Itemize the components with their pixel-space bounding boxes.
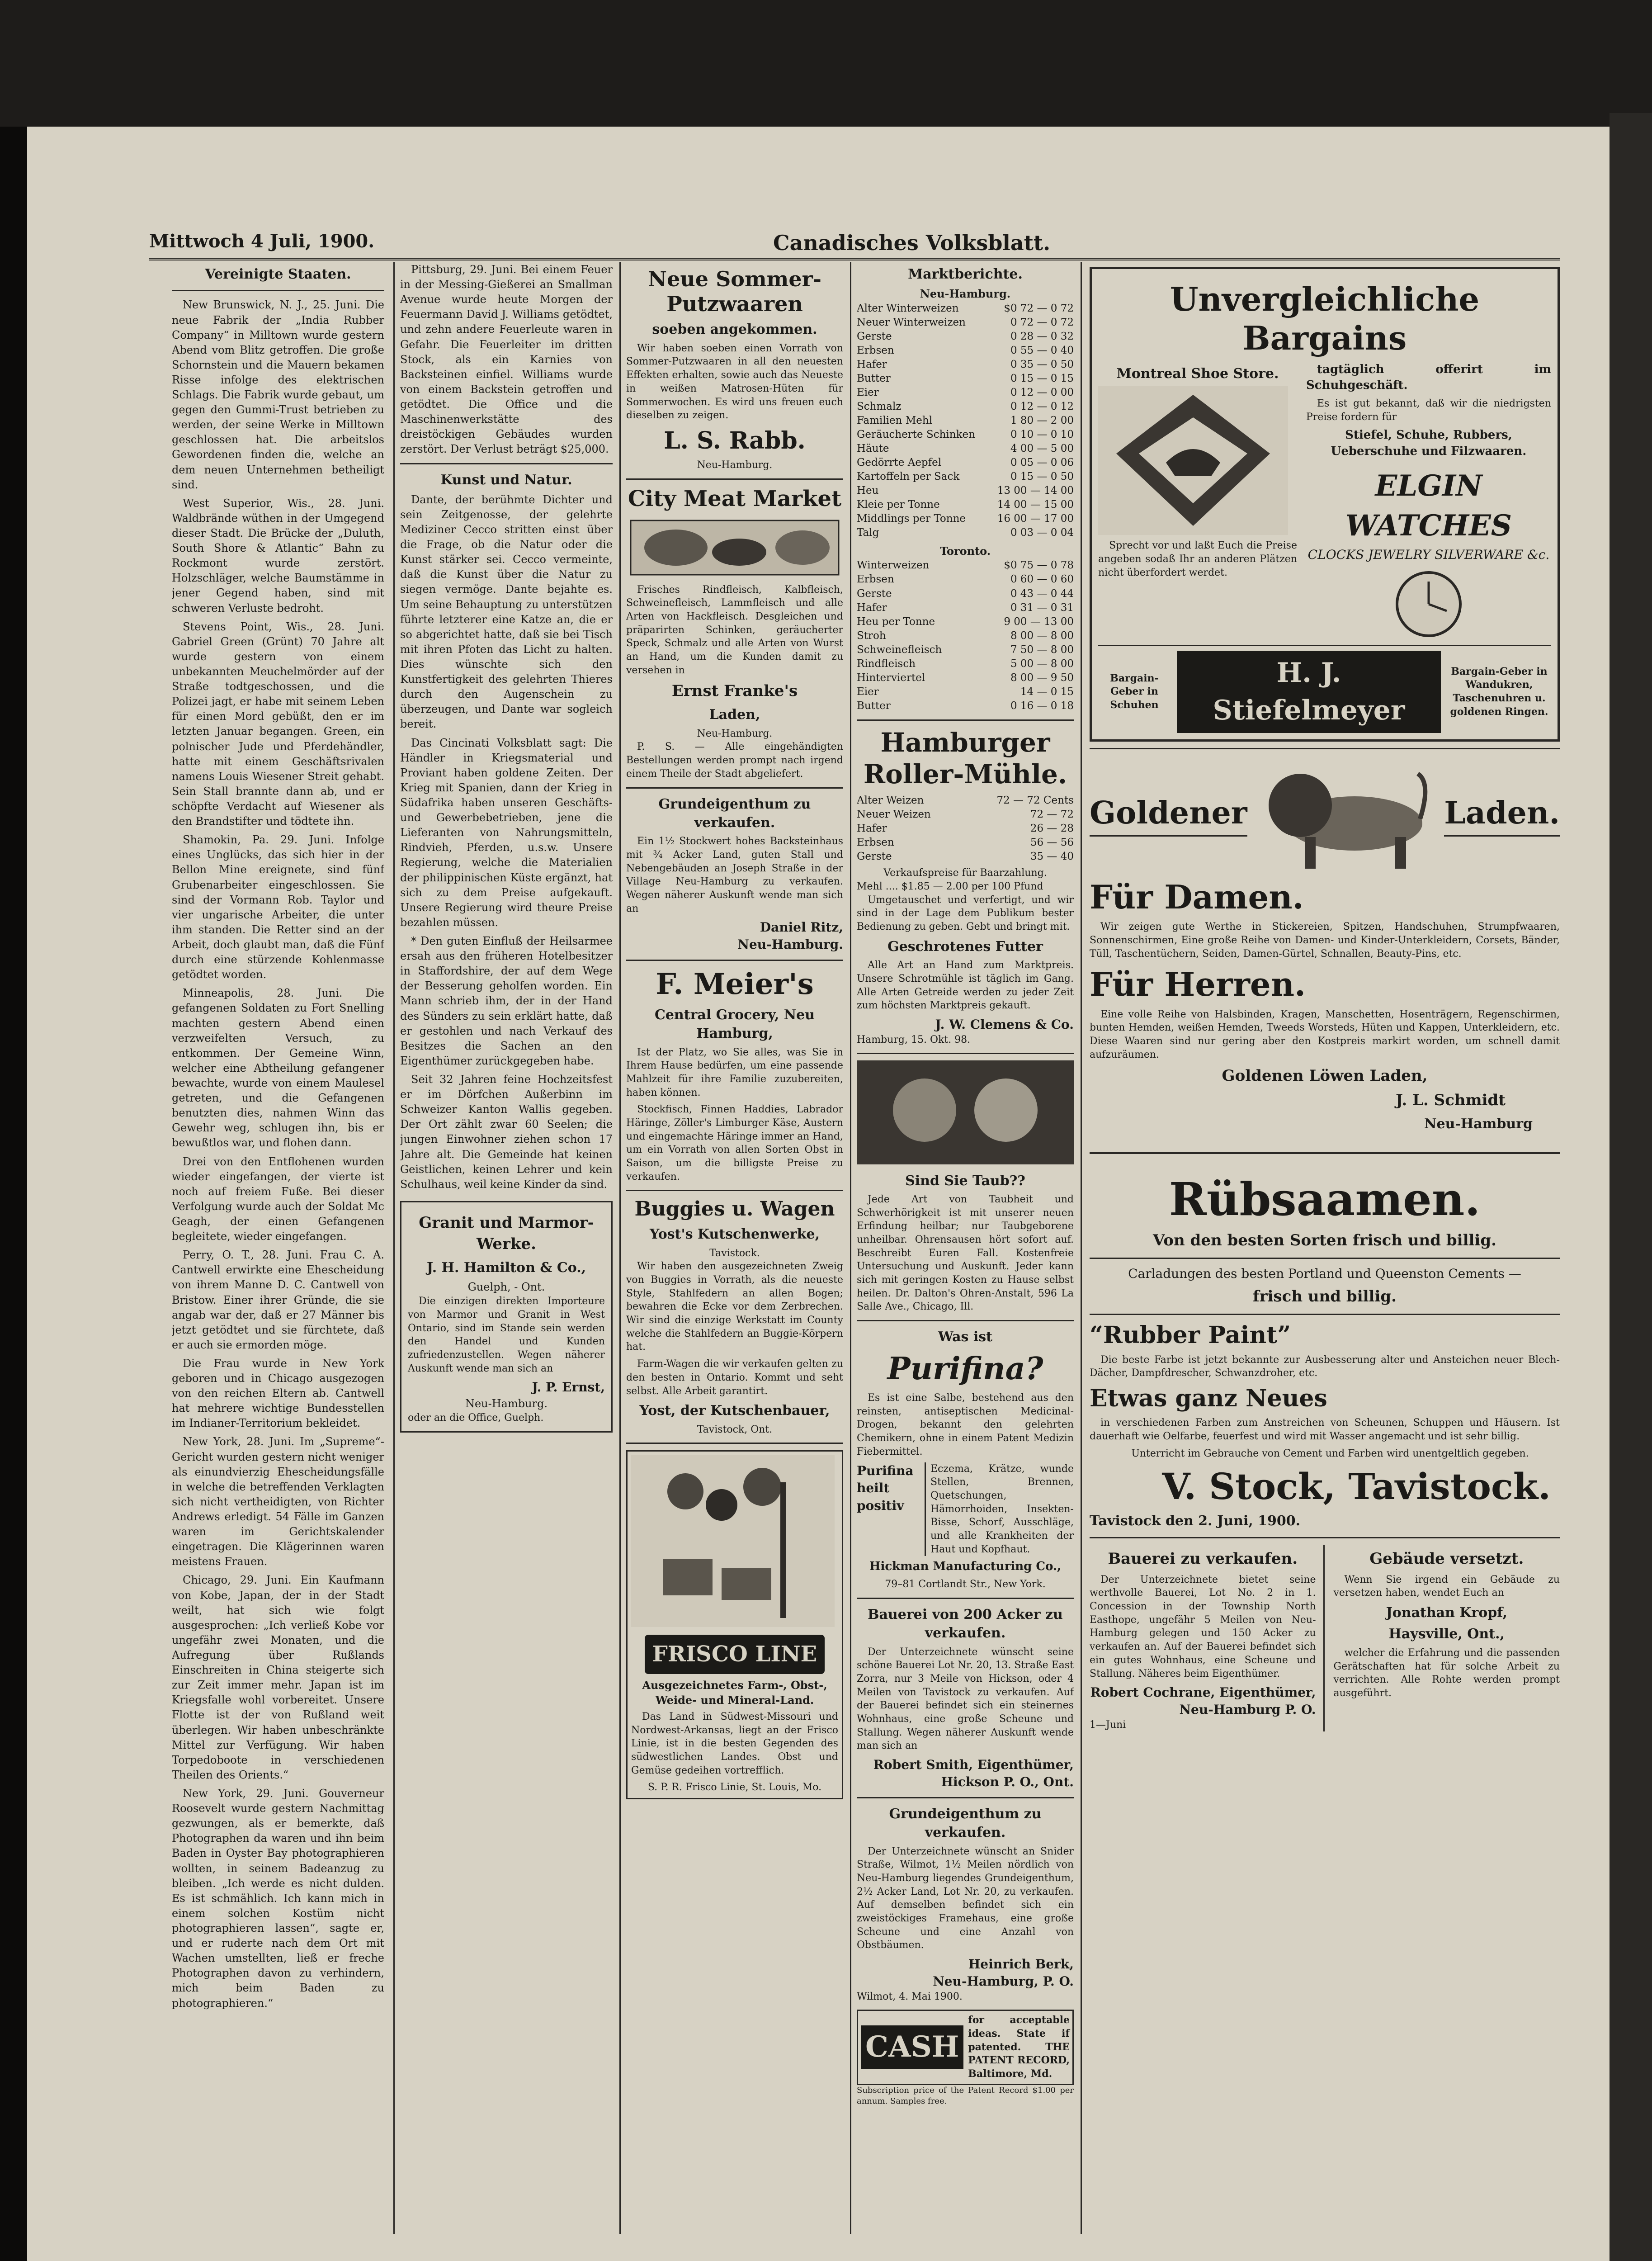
section-title: Für Herren. [1090,965,1306,1004]
market-item: Stroh [857,629,886,642]
ad-signature: V. Stock, Tavistock. [1162,1465,1551,1508]
ad-signature-place: Neu-Hamburg. [737,937,843,952]
market-row [857,572,1074,587]
cement-sub: frisch und billig. [1253,1287,1397,1306]
market-price: 0 15 — 0 50 [1010,471,1074,483]
divider [626,1190,843,1191]
ad-gebaeude [1334,1545,1560,1732]
market-subtitle: Toronto. [939,544,991,558]
owner-name: H. J. Stiefelmeyer [1177,651,1441,733]
market-price: 14 00 — 15 00 [997,499,1074,511]
ad-title: Neue Sommer-Putzwaaren [648,267,821,317]
market-item: Gerste [857,587,892,600]
article-paragraph: New Brunswick, N. J., 25. Juni. Die neue Fabrik der „India Rubber Company“ in Milltown wurde gestern Abend vom Blitz getroffen. Die große Schornstein und die Mauern bekamen Risse infolge des elektrischen Schlags. Die Fabrik wurde gebaut, um gegen den Gummi-Trust betrieben zu werden, der seine Werke in Milltown geschlossen hat. Die arbeitslos Gewordenen finden die, welche an dem neuen Unternehmen betheiligt sind. [172,298,384,491]
ad-title: F. Meier's [656,967,814,1002]
article-paragraph: Chicago, 29. Juni. Ein Kaufmann von Kobe, Japan, der in der Stadt weilt, hat sich wie folgt ausgesprochen: „Ich verließ Kobe vor ungefähr zwei Monaten, und die Aufregung über Rußlands Einschreiten in China steigerte sich zur Zeit immer mehr. Japan ist im Kriegsfalle wohl vorbereitet. Unsere Flotte ist der von Rußland weit überlegen. Wir haben unbeschränkte Mittel zur Verfügung. Wir haben Torpedoboote in verschiedenen Theilen des Orients.“ [172,1574,384,1781]
section-text: Wir zeigen gute Werthe in Stickereien, Spitzen, Handschuhen, Strumpfwaaren, Sonnenschirmen, Eine große Reihe von Damen- und Kinder-Unterkleidern, Corsets, Bänder, Tüll, Taschentüchern, Seiden, Damen-Gürtel, Schnallen, Beauty-Pins, etc. [1090,921,1560,960]
market-item: Middlings per Tonne [857,513,966,525]
market-price: 0 55 — 0 40 [1010,344,1074,356]
article-paragraph: Pittsburg, 29. Juni. Bei einem Feuer in der Messing-Gießerei an Smallman Avenue wurde heute Morgen der Feuermann David J. Williams getödtet, und zehn andere Feuerleute waren in Gefahr. Die Feuerleiter im dritten Stock, als ein Karnies von Backsteinen einfiel. Williams wurde von einem Backstein getroffen und getödtet. Die Office und die Maschinenwerkstätte des dreistöckigen Gebäudes wurden zerstört. Der Verlust beträgt $25,000. [400,263,613,456]
ad-firm: Ernst Franke's [671,682,798,700]
divider [1090,1314,1560,1315]
store-owner: J. L. Schmidt [1395,1091,1506,1110]
market-item: Heu [857,485,879,497]
market-item: Talg [857,527,879,539]
ad-place: Neu-Hamburg. [697,728,773,739]
market-row [857,671,1074,685]
market-price: 7 50 — 8 00 [1010,643,1074,656]
ad-title: Bauerei von 200 Acker zu verkaufen. [868,1606,1063,1641]
ad-firm: L. S. Rabb. [664,426,806,454]
ad-ps: P. S. — Alle eingehändigten Bestellungen werden prompt nach irgend einem Theile der Stadt abgeliefert. [626,741,843,780]
ad-text: Frisches Rindfleisch, Kalbfleisch, Schweinefleisch, Lammfleisch und alle Arten von Hackfleisch. Desgleichen und präparirten Schinken, geräucherter Speck, Schmalz und alle Arten von Wurst an Hand, um die Kunden damit zu versehen in [626,584,843,676]
ad-text: Wenn Sie irgend ein Gebäude zu versetzen haben, wendet Euch an [1333,1574,1560,1599]
market-row [857,836,1074,850]
market-item: Gerste [857,330,892,342]
ad-signature-place: Tavistock, Ont. [697,1424,773,1435]
ad-title: Grundeigenthum zu verkaufen. [658,796,811,831]
market-price: 8 00 — 9 50 [1010,672,1074,684]
column-1 [172,262,384,2234]
divider [626,478,843,480]
market-item: Heu per Tonne [857,615,935,628]
ad-signature: Daniel Ritz, [760,920,843,935]
header-title: Canadisches Volksblatt. [773,231,1051,255]
ad-firm: J. H. Hamilton & Co., [426,1259,586,1276]
divider [857,719,1074,721]
market-row [857,643,1074,657]
market-row [857,526,1074,540]
market-price: 56 — 56 [1030,837,1074,849]
market-row [857,629,1074,643]
market-item: Schmalz [857,400,902,412]
article-paragraph: New York, 28. Juni. Im „Supreme“-Gericht wurden gestern nicht weniger als einundvierzig Ehescheidungsfälle in welche die betreffenden Verklagten sich nicht vertheidigten, von Richter Andrews erledigt. 54 Fälle im Ganzen waren im Gerichtskalender eingetragen. Die Klägerinnen waren meistens Frauen. [172,1435,384,1568]
ad-subtitle: Central Grocery, Neu Hamburg, [654,1007,815,1042]
ad-place: Neu-Hamburg. [697,459,773,471]
ad-date: Wilmot, 4. Mai 1900. [857,1991,963,2002]
ad-signature: Robert Cochrane, Eigenthümer, [1090,1685,1316,1700]
market-row [857,512,1074,526]
market-price: 14 — 0 15 [1020,686,1074,698]
market-row [857,302,1074,316]
paint-text: Die beste Farbe ist jetzt bekannte zur Ausbesserung alter und Ansteichen neuer Blech-Dächer, Dampfdrescher, Schwanzdroher, etc. [1090,1354,1560,1379]
section-title: Kunst und Natur. [440,472,572,488]
market-price: 0 16 — 0 18 [1010,700,1074,712]
section-title: Marktberichte. [908,266,1023,282]
market-item: Eier [857,386,879,398]
ad-cash [857,2010,1074,2085]
column-rule [619,262,621,2234]
neues-title: Etwas ganz Neues [1090,1384,1327,1412]
market-row [857,400,1074,414]
ad-title: Ausgezeichnetes Farm-, Obst-, Weide- und Mineral-Land. [642,1678,827,1707]
ad-question: Was ist [938,1329,992,1345]
ad-text: Wir haben den ausgezeichneten Zweig von Buggies in Vorrath, als die neueste Style, Stahlfedern an allen Bogen; bewahren die Ecke vor dem Zerbrechen. Wir sind die einzige Werkstatt im County welche die Stahlfedern an Buggie-Körpern hat. [626,1261,843,1353]
ad-title: Sind Sie Taub?? [905,1173,1025,1189]
neues-text: in verschiedenen Farben zum Anstreichen von Scheunen, Schuppen und Häusern. Ist dauerhaft wie Oelfarbe, feuerfest und wird mit Wasser angemacht und ist sehr billig. [1090,1417,1560,1443]
scan-right-border [1610,113,1652,2261]
article-paragraph: Drei von den Entflohenen wurden wieder eingefangen, der vierte ist noch auf freiem Fuße. Bei dieser Verfolgung wurde auch der Soldat Mc Geagh, der einen Gefangenen begleitete, wieder eingefangen. [172,1155,384,1243]
market-row [857,498,1074,512]
ad-subtitle: Geschrotenes Futter [887,938,1043,955]
market-price: 13 00 — 14 00 [997,485,1074,497]
market-item: Erbsen [857,837,894,849]
market-item: Kartoffeln per Sack [857,471,960,483]
lion-right-text: Laden. [1444,792,1560,837]
market-item: Neuer Weizen [857,809,931,821]
header-date: Mittwoch 4 Juli, 1900. [149,231,375,252]
market-row [857,442,1074,456]
ad-place: Tavistock. [709,1247,760,1259]
market-row [857,808,1074,822]
market-row [857,601,1074,615]
article-list [172,298,384,2010]
ad-foot: S. P. R. Frisco Linie, St. Louis, Mo. [647,1782,822,1793]
mill-price-table [857,794,1074,864]
ad-signature-place: Neu-Hamburg P. O. [1179,1702,1316,1717]
column-2 [400,262,613,2234]
section-title: Vereinigte Staaten. [205,266,351,282]
market-price: 0 05 — 0 06 [1010,457,1074,469]
market-row [857,316,1074,330]
store-place: Neu-Hamburg [1424,1116,1533,1132]
market-row [857,850,1074,864]
article-list [400,262,613,457]
store-offer: tagtäglich offerirt im Schuhgeschäft. [1306,362,1551,392]
market-item: Schweinefleisch [857,643,942,656]
market-price: 1 80 — 2 00 [1010,414,1074,426]
shoe-illustration [1098,386,1288,535]
ad-text: Es ist eine Salbe, bestehend aus den reinsten, antiseptischen Medicinal-Drogen, bekannt den gelehrten Chemikern, ohne in einem Patent Medizin Fiebermittel. [857,1392,1074,1457]
market-price: 0 31 — 0 31 [1010,601,1074,614]
market-item: Erbsen [857,344,894,356]
market-table-toronto [857,558,1074,713]
market-row [857,456,1074,470]
market-item: Kleie per Tonne [857,499,940,511]
ad-text: Stockfisch, Finnen Haddies, Labrador Häringe, Zöller's Limburger Käse, Austern und eingemachte Häringe immer an Hand, um ein Vorrath von allen Sorten Obst in Saison, um die billigste Preise zu verkaufen. [626,1104,843,1183]
ad-foot: 1—Juni [1090,1719,1126,1731]
ad-subtitle: soeben angekommen. [652,322,817,338]
cash-text: for acceptable ideas. State if patented. THE PATENT RECORD, Baltimore, Md. [968,2014,1070,2080]
market-item: Gerste [857,851,892,863]
market-item: Alter Weizen [857,795,924,807]
cement-text: Carladungen des besten Portland und Queenston Cements — [1128,1266,1521,1281]
article-paragraph: * Den guten Einfluß der Heilsarmee ersah aus den früheren Hotelbesitzer in Staffordshire, der auf dem Wege der Besserung geholfen worden. Ein Mann schrieb ihm, der in der Hand des Sünders zu sein erklärt hatte, daß er gestohlen und nach Verkauf des Besitzes die Sachen an den Eigenthümer zurückgegeben habe. [400,934,613,1067]
column-rule [393,262,395,2234]
market-price: 26 — 28 [1030,823,1074,835]
market-item: Alter Winterweizen [857,302,959,314]
store-name: Montreal Shoe Store. [1116,365,1279,382]
market-price: $0 75 — 0 78 [1004,559,1074,572]
market-item: Häute [857,442,889,454]
market-row [857,699,1074,713]
column-rule [850,262,851,2234]
divider [1090,748,1560,749]
ad-text: Umgetauschet und verfertigt, und wir sind in der Lage dem Publikum bester Bedienung zu geben. Gebt und bringt mit. [857,894,1074,933]
ad-subtitle: Von den besten Sorten frisch und billig. [1153,1231,1496,1249]
market-price: 0 28 — 0 32 [1010,330,1074,342]
ad-title: Purifina? [887,1351,1043,1387]
ad-frisco-line [626,1450,843,1799]
ad-text: Der Unterzeichnete wünscht an Snider Straße, Wilmot, 1½ Meilen nördlich von Neu-Hamburg liegendes Grundeigenthum, 2½ Acker Land, Lot Nr. 20, zu verkaufen. Auf demselben befindet sich ein zweistöckiges Framehaus, eine große Scheune und eine Anzahl von Obstbäumen. [857,1845,1074,1951]
ad-text: Das Land in Südwest-Missouri und Nordwest-Arkansas, liegt an der Frisco Linie, ist in die besten Gegenden des südwestlichen Landes. Obst und Gemüse gedeihen vortrefflich. [631,1711,838,1776]
unterricht-text: Unterricht im Gebrauche von Cement und Farben wird unentgeltlich gegeben. [1131,1447,1529,1459]
ad-title: Grundeigenthum zu verkaufen. [889,1806,1042,1841]
market-row [857,685,1074,699]
meat-market-illustration [626,516,843,579]
column-3 [626,262,843,2234]
ad-title: Gebäude versetzt. [1369,1549,1524,1568]
market-price: $0 72 — 0 72 [1004,302,1074,314]
market-price: 0 43 — 0 44 [1010,587,1074,600]
ad-date: Hamburg, 15. Okt. 98. [857,1034,971,1045]
cash-foot: Subscription price of the Patent Record $1.00 per annum. Samples free. [857,2085,1074,2106]
market-item: Rindfleisch [857,657,916,670]
market-item: Eier [857,686,879,698]
market-price: 0 03 — 0 04 [1010,527,1074,539]
market-item: Butter [857,372,891,384]
lion-left-text: Goldener [1090,792,1247,837]
market-price: 9 00 — 13 00 [1004,615,1074,628]
page-header [149,231,1560,260]
ad-signature-place: Neu-Hamburg, P. O. [933,1973,1074,1989]
article-paragraph: Dante, der berühmte Dichter und sein Zeitgenosse, der gelehrte Mediziner Cecco stritten einst über die Frage, ob die Natur oder die Kunst stärker sei. Cecco vermeinte, daß die Kunst über die Natur zu siegen vermöge. Dante bejahte es. Um seine Behauptung zu unterstützen führte letzterer eine Katze an, die er so abgerichtet hatte, daß sie bei Tisch mit ihren Pfoten das Licht zu halten. Dies wünschte sich den Kunstfertigkeit des gelehrten Thieres durch den Augenschein zu überzeugen, und Dante war sogleich bereit. [400,493,613,731]
market-price: 72 — 72 Cents [996,795,1074,807]
market-row [857,470,1074,484]
ad-text: Der Unterzeichnete bietet seine werthvolle Bauerei, Lot No. 2 in 1. Concession in der Township North Easthope, ungefähr 5 Meilen von Neu-Hamburg gelegen und 150 Acker zu verkaufen an. Auf der Bauerei befindet sich ein gutes Wohnhaus, eine Scheune und Stallung. Näheres beim Eigenthümer. [1090,1574,1316,1679]
ad-title: Rübsaamen. [1169,1172,1481,1226]
divider [857,1797,1074,1798]
market-price: 0 10 — 0 10 [1010,428,1074,440]
ad-title: Hamburger Roller-Mühle. [863,727,1067,790]
ad-firm-sub: Laden, [709,707,760,723]
bargains-footer [1098,645,1551,733]
bargain-right: Bargain-Geber in Wandukren, Taschenuhren u. goldenen Ringen. [1450,665,1548,718]
market-item: Hafer [857,358,887,370]
mill-sale-title: Verkaufspreise für Baarzahlung. [883,867,1047,879]
lion-icon [1260,756,1431,873]
market-item: Gedörrte Aepfel [857,457,942,469]
ad-signature: J. W. Clemens & Co. [935,1017,1074,1032]
ad-place: Guelph, - Ont. [467,1281,545,1294]
ad-bauerei [1090,1545,1325,1732]
ad-title: City Meat Market [628,486,842,511]
ad-signature: Robert Smith, Eigenthümer, [873,1757,1074,1773]
market-subtitle: Neu-Hamburg. [920,287,1011,301]
column-4 [857,262,1074,2234]
ad-company: Hickman Manufacturing Co., [869,1560,1062,1574]
divider [1090,1537,1560,1538]
market-item: Erbsen [857,573,894,586]
ad-agent: J. P. Ernst, [532,1380,605,1395]
deaf-illustration [857,1060,1074,1164]
section-text: Eine volle Reihe von Halsbinden, Kragen, Manschetten, Hosenträgern, Regenschirmen, bunten Hemden, weißen Hemden, Tweeds Worsteds, Hüten und Kappen, Unterkleidern, etc. Diese Waaren sind nur gering aber den Kostpreis markirt worden, um schnell damit aufzuräumen. [1090,1008,1560,1060]
market-price: 72 — 72 [1030,809,1074,821]
article-paragraph: Perry, O. T., 28. Juni. Frau C. A. Cantwell erwirkte eine Ehescheidung von ihrem Manne D. C. Cantwell von Bristow. Einer ihrer Gründe, die sie angab war der, daß er 27 Männer bis jetzt getödtet und sie fürchtete, daß er auch sie ermorden möge. [172,1249,384,1351]
divider [857,1053,1074,1054]
ad-text: Alle Art an Hand zum Marktpreis. Unsere Schrotmühle ist täglich im Gang. Alle Arten Getreide werden zu jeder Zeit zum höchsten Marktpreis gekauft. [857,960,1074,1012]
market-price: 0 35 — 0 50 [1010,358,1074,370]
article-paragraph: Die Frau wurde in New York geboren und in Chicago ausgezogen von den reichen Eltern ab. Cantwell hat mehrere wichtige Bundesstellen im Indianer-Territorium bekleidet. [172,1357,384,1430]
ad-bargains [1090,267,1560,742]
market-table-neu-hamburg [857,302,1074,540]
ad-signature: Heinrich Berk, [968,1957,1074,1972]
purifina-list: Eczema, Krätze, wunde Stellen, Brennen, Quetschungen, Hämorrhoiden, Insekten-Bisse, Schorf, Ausschläge, und alle Krankheiten der Haut und Kopfhaut. [930,1463,1074,1555]
watch-store [1306,362,1551,645]
market-item: Hinterviertel [857,672,925,684]
market-item: Butter [857,700,891,712]
market-price: 0 12 — 0 12 [1010,400,1074,412]
ad-signature-place: Hickson P. O., Ont. [941,1774,1074,1789]
ad-signature: Yost, der Kutschenbauer, [639,1403,830,1419]
market-price: 35 — 40 [1030,851,1074,863]
store-text: Es ist gut bekannt, daß wir die niedrigsten Preise fordern für [1306,397,1551,423]
divider [857,1320,1074,1321]
market-row [857,344,1074,358]
shoe-store [1098,362,1297,645]
market-item: Neuer Winterweizen [857,316,966,328]
market-item: Hafer [857,601,887,614]
market-row [857,794,1074,808]
ad-name: Jonathan Kropf, [1386,1605,1507,1621]
elgin-title: ELGIN WATCHES [1345,469,1512,543]
scan-left-border [0,127,27,2261]
ad-title: Bauerei zu verkaufen. [1108,1549,1298,1568]
ad-address: 79–81 Cortlandt Str., New York. [885,1579,1046,1590]
article-paragraph: Stevens Point, Wis., 28. Juni. Gabriel Green (Grünt) 70 Jahre alt wurde gestern von einem unbekannten Meuchelmörder auf der Straße todtgeschossen, und die Polizei jagt, er habe mit seinem Leben für einen Mord gebüßt, den er im letzten Januar begangen. Green, ein polnischer Jude und Pferdehändler, hatte mit einem Geschäftsrivalen namens Louis Wiesener Streit gehabt. Sein Stall brannte dann ab, und er schöpfte Verdacht auf Wiesener als den Brandstifter und tödtete ihn. [172,620,384,828]
article-paragraph: Shamokin, Pa. 29. Juni. Infolge eines Unglücks, das sich hier in der Bellon Mine ereignete, sind fünf Grubenarbeiter eingeschlossen. Sie sind der Vormann Rob. Taylor und vier ungarische Arbeiter, die unter ihm standen. Die Retter sind an der Arbeit, doch glaubt man, daß die Fünf durch eine stürzende Kohlenmasse getödtet worden. [172,833,384,981]
market-row [857,484,1074,498]
market-row [857,428,1074,442]
market-price: 0 15 — 0 15 [1010,372,1074,384]
market-price: 16 00 — 17 00 [997,513,1074,525]
market-row [857,386,1074,400]
market-row [857,414,1074,428]
ad-text: Ist der Platz, wo Sie alles, was Sie in Ihrem Hause bedürfen, um eine passende Mahlzeit für ihre Familie zuzubereiten, haben können. [626,1046,843,1098]
divider [626,787,843,789]
article-paragraph: Das Cincinati Volksblatt sagt: Die Händler in Kriegsmaterial und Proviant haben goldene Zeiten. Der Krieg mit Spanien, dann der Krieg in Südafrika haben unseren Geschäfts- und Gewerbebetrieben, jene die Lieferanten von Nahrungsmitteln, Rindvieh, Pferden, u.s.w. Unsere Regierung, welche die Materialien der philippinischen Küste ergänzt, hat sich zu dem Preise aufgekauft. Unsere Regierung wird theure Preise bezahlen müssen. [400,736,613,929]
market-row [857,615,1074,629]
column-rule [1081,262,1082,2234]
purifina-block [857,1462,1074,1556]
ad-text: Der Unterzeichnete wünscht seine schöne Bauerei Lot Nr. 20, 13. Straße East Zorra, nur 3 Meile von Hickson, oder 4 Meilen von Tavistock zu verkaufen. Auf der Bauerei befindet sich ein steinernes Wohnhaus, eine große Scheune und Stallung. Wegen näherer Auskunft wende man sich an [857,1646,1074,1752]
store-items: Stiefel, Schuhe, Rubbers, Ueberschuhe und Filzwaaren. [1331,428,1527,459]
ad-agent-place: Neu-Hamburg. [465,1397,548,1410]
market-item: Familien Mehl [857,414,933,426]
clock-icon [1379,568,1478,640]
market-row [857,358,1074,372]
market-item: Winterweizen [857,559,930,572]
market-price: 0 72 — 0 72 [1010,316,1074,328]
ad-date: Tavistock den 2. Juni, 1900. [1090,1513,1301,1529]
market-row [857,657,1074,671]
market-row [857,558,1074,572]
market-price: 0 60 — 0 60 [1010,573,1074,586]
ad-text: Jede Art von Taubheit und Schwerhörigkeit ist mit unserer neuen Erfindung heilbar; nur Taubgeborene unheilbar. Ohrensausen hört sofort auf. Beschreibt Euren Fall. Kostenfreie Untersuchung und Auskunft. Jeder kann sich mit geringen Kosten zu Hause selbst heilen. Dr. Dalton's Ohren-Anstalt, 596 La Salle Ave., Chicago, Ill. [857,1193,1074,1313]
purifina-label: Purifina heilt positiv [857,1462,926,1556]
ad-brand: FRISCO LINE [645,1635,825,1674]
divider [626,960,843,961]
market-row [857,587,1074,601]
ad-subtitle: Yost's Kutschenwerke, [649,1226,820,1243]
orchard-illustration [631,1455,835,1627]
market-item: Geräucherte Schinken [857,428,975,440]
divider [400,463,613,464]
divider [626,1443,843,1444]
divider [172,290,384,291]
article-paragraph: West Superior, Wis., 28. Juni. Waldbrände wüthen in der Umgegend dieser Stadt. Die Brücke der „Duluth, South Shore & Atlantic“ Bahn zu Rockmont wurde zerstört. Holzschläger, welche Baumstämme in jener Gegend haben, sind mit schweren Verluste bedroht. [172,497,384,615]
divider [1090,1152,1560,1154]
bargains-upper [1098,362,1551,645]
ad-foot: oder an die Office, Guelph. [408,1412,544,1424]
article-list [400,492,613,1192]
ad-title: Granit und Marmor-Werke. [419,1213,594,1253]
market-price: 4 00 — 5 00 [1010,442,1074,454]
market-price: 0 12 — 0 00 [1010,386,1074,398]
ad-title: Buggies u. Wagen [634,1197,835,1221]
bottom-ads [1090,1545,1560,1732]
market-row [857,822,1074,836]
ad-text: Farm-Wagen die wir verkaufen gelten zu den besten in Ontario. Kommt und seht selbst. Alle Arbeit garantirt. [626,1358,843,1397]
mill-sale: Mehl .... $1.85 — 2.00 per 100 Pfund [857,881,1043,893]
article-paragraph: Minneapolis, 28. Juni. Die gefangenen Soldaten zu Fort Snelling machten gestern Abend einen verzweifelten Versuch, zu entkommen. Der Gemeine Winn, welcher eine Abtheilung gefangener bewachte, wurde von einem Maulesel getreten, und die Gefangenen benutzten dies, nahmen Winn das Gewehr weg, schlugen ihn, bis er bewußtlos war, und flohen dann. [172,987,384,1149]
market-item: Hafer [857,823,887,835]
ad-text: welcher die Erfahrung und die passenden Gerätschaften hat für solche Arbeit zu verrichten. Alle Rohte werden prompt ausgeführt. [1333,1647,1560,1699]
divider [857,1598,1074,1599]
ad-title: Unvergleichliche Bargains [1170,280,1480,358]
divider [1090,1258,1560,1259]
paint-title: “Rubber Paint” [1090,1321,1291,1349]
store-name: Goldenen Löwen Laden, [1222,1066,1428,1085]
article-paragraph: New York, 29. Juni. Gouverneur Roosevelt wurde gestern Nachmittag gezwungen, als er bemerkte, daß Photographen da waren und ihn beim Baden in Oyster Bay photographieren wollten, in seinem Badeanzug zu bleiben. „Ich werde es nicht dulden. Es ist schmählich. Ich kann mich in einem solchen Kostüm nicht photographieren lassen“, sagte er, und er ruderte nach dem Ort mit Wachen umstellten, ließ er freche Photographen davon zu verhindern, mich beim Baden zu photographieren.“ [172,1787,384,2010]
article-paragraph: Seit 32 Jahren feine Hochzeitsfest er im Dörfchen Außerbinn im Schweizer Kanton Wallis gegeben. Der Ort zählt zwar 60 Seelen; die jungen Einwohner ziehen schon 17 Jahre alt. Die Gemeinde hat keinen Geistlichen, keinen Lehrer und kein Schulhaus, weil keine Kinder da sind. [400,1073,613,1191]
market-row [857,372,1074,386]
ad-text: Wir haben soeben einen Vorrath von Sommer-Putzwaaren in all den neuesten Effekten erhalten, sowie auch das Neueste in weißen Matrosen-Hüten für Sommerwochen. Es wird uns freuen euch dieselben zu zeigen. [626,342,843,421]
market-price: 8 00 — 8 00 [1010,629,1074,642]
ad-text: Die einzigen direkten Importeure von Marmor und Granit in West Ontario, sind im Stande sein werden den Handel und Kunden zufriedenzustellen. Wegen näherer Auskunft wende man sich an [408,1296,605,1374]
ad-text: Ein 1½ Stockwert hohes Backsteinhaus mit ¾ Acker Land, guten Stall und Nebengebäuden an Joseph Straße in der Village Neu-Hamburg zu verkaufen. Wegen näherer Auskunft wende man sich an [626,836,843,914]
section-title: Für Damen. [1090,877,1304,916]
store-text: Sprecht vor und laßt Euch die Preise angeben sodaß Ihr an anderen Plätzen nicht überfordert werdet. [1098,540,1297,578]
ad-granit-werke [400,1201,613,1433]
market-price: 5 00 — 8 00 [1010,657,1074,670]
lion-header [1090,756,1560,873]
bargain-left: Bargain-Geber in Schuhen [1110,672,1159,711]
column-5 [1090,262,1560,2234]
ad-place: Haysville, Ont., [1388,1626,1505,1642]
market-row [857,330,1074,344]
cash-word: CASH [861,2025,963,2069]
elgin-sub: CLOCKS JEWELRY SILVERWARE &c. [1307,547,1550,562]
